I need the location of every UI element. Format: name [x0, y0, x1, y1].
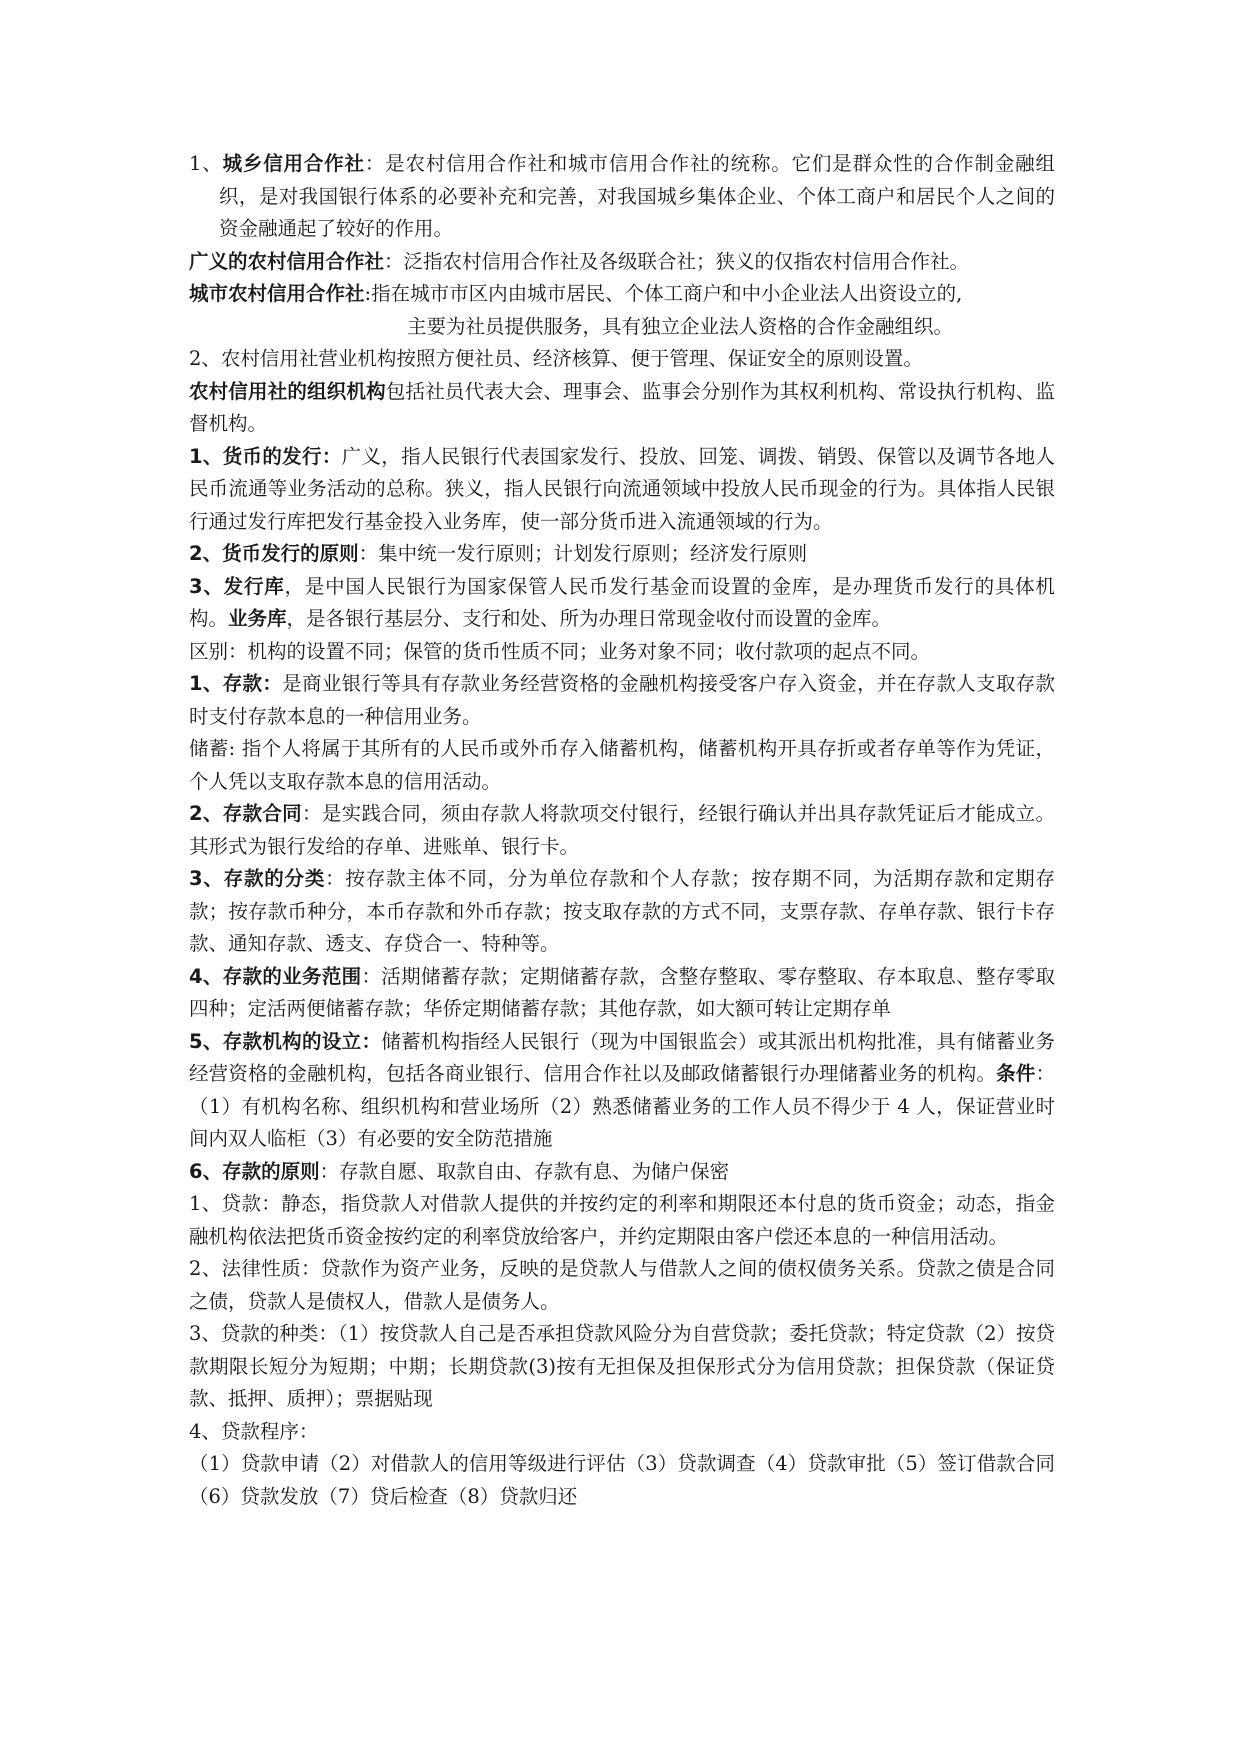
paragraph-text: 包括社员代表大会、理事会、监事会分别作为其权利机构、常设执行机构、监督机构。	[189, 379, 1055, 435]
paragraph-text: ：存款自愿、取款自由、存款有息、为储户保密	[319, 1159, 730, 1183]
paragraph-deposit-principles	[189, 1156, 1055, 1189]
paragraph-text: 是农村信用合作社和城市信用合作社的统称。它们是群众性的合作制金融组织，是对我国银行体系的必要补充和完善，对我国城乡集体企业、个体工商户和居民个人之间的资金融通起了较好的作用。	[219, 152, 1055, 240]
document-body	[189, 148, 1055, 1513]
paragraph-broad-rural-credit	[189, 246, 1055, 279]
paragraph-loan: 1、贷款：静态，指贷款人对借款人提供的并按约定的利率和期限还本付息的货币资金；动态，指金融机构依法把货币资金按约定的利率贷放给客户，并约定期限由客户偿还本息的一种信用活动。	[189, 1192, 1055, 1248]
term-heading: 3、存款的分类	[189, 867, 326, 890]
paragraph-urban-rural-credit-cont: 主要为社员提供服务，具有独立企业法人资格的合作金融组织。	[407, 314, 954, 338]
item-number: 1、	[189, 152, 223, 175]
paragraph-text: 储蓄机构指经人民银行（现为中国银监会）或其派出机构批准，具有储蓄业务经营资格的金融机构，包括各商业银行、信用合作社以及邮政储蓄银行办理储蓄业务的机构。	[189, 1029, 1055, 1085]
paragraph-deposit-contract	[189, 798, 1055, 863]
paragraph-deposit-classification	[189, 863, 1055, 961]
term-heading: 广义的农村信用合作社	[189, 249, 385, 273]
term-separator: ：	[384, 249, 404, 273]
paragraph-vaults	[189, 571, 1055, 636]
paragraph-text: ：集中统一发行原则；计划发行原则；经济发行原则	[358, 542, 808, 565]
paragraph-credit-cooperatives	[189, 148, 1055, 246]
term-heading-2: 条件	[996, 1062, 1036, 1085]
paragraph-organization	[189, 376, 1055, 441]
paragraph-text: 是商业银行等具有存款业务经营资格的金融机构接受客户存入资金，并在存款人支取存款时支付存款本息的一种信用业务。	[189, 672, 1055, 728]
term-heading: 城乡信用合作社	[222, 152, 365, 175]
term-heading: 6、存款的原则	[189, 1159, 320, 1183]
paragraph-legal-nature: 2、法律性质：贷款作为资产业务，反映的是贷款人与借款人之间的债权债务关系。贷款之债是合同之债，贷款人是债权人，借款人是债务人。	[189, 1257, 1055, 1313]
term-heading: 5、存款机构的设立：	[189, 1029, 382, 1053]
paragraph-issuance-principles	[189, 538, 1055, 571]
paragraph-deposit-institution	[189, 1026, 1055, 1156]
paragraph-text: ：按存款主体不同，分为单位存款和个人存款；按存期不同，为活期存款和定期存款；按存款币种分，本币存款和外币存款；按支取存款的方式不同，支票存款、存单存款、银行卡存款、通知存款、透支、存贷合一、特种等。	[189, 867, 1055, 955]
term-heading-2: 业务库	[228, 607, 287, 630]
term-heading: 1、货币的发行：	[189, 444, 342, 468]
paragraph-deposit	[189, 668, 1055, 733]
term-heading: 城市农村信用合作社	[189, 282, 365, 305]
paragraph-deposit-scope	[189, 961, 1055, 1026]
paragraph-text: 广义，指人民银行代表国家发行、投放、回笼、调拨、销毁、保管以及调节各地人民币流通等业务活动的总称。狭义，指人民银行向流通领域中投放人民币现金的行为。具体指人民银行通过发行库把发行基金投入业务库，使一部分货币进入流通领域的行为。	[189, 444, 1055, 533]
term-heading: 2、货币发行的原则	[189, 542, 359, 565]
paragraph-text: ：活期储蓄存款；定期储蓄存款，含整存整取、零存整取、存本取息、整存零取四种；定活两便储蓄存款；华侨定期储蓄存款；其他存款，如大额可转让定期存单	[189, 964, 1055, 1020]
term-heading: 4、存款的业务范围	[189, 964, 362, 988]
paragraph-text: 泛指农村信用合作社及各级联合社；狭义的仅指农村信用合作社。	[403, 249, 970, 273]
paragraph-text-2: ，是各银行基层分、支行和处、所为办理日常现金收付而设置的金库。	[286, 607, 892, 630]
paragraph-branch-setup: 2、农村信用社营业机构按照方便社员、经济核算、便于管理、保证安全的原则设置。	[189, 347, 923, 370]
paragraph-text-2: ：（1）有机构名称、组织机构和营业场所（2）熟悉储蓄业务的工作人员不得少于 4 人，保证营业时间内双人临柜（3）有必要的安全防范措施	[189, 1062, 1055, 1150]
paragraph-currency-issuance	[189, 441, 1055, 539]
paragraph-loan-types: 3、贷款的种类：（1）按贷款人自己是否承担贷款风险分为自营贷款；委托贷款；特定贷款（2）按贷款期限长短分为短期；中期；长期贷款(3)按有无担保及担保形式分为信用贷款；担保贷款（保证贷款、抵押、质押）；票据贴现	[189, 1322, 1055, 1410]
paragraph-loan-procedure-heading: 4、贷款程序：	[189, 1419, 319, 1443]
term-heading: 2、存款合同	[189, 802, 303, 825]
term-separator: ：	[364, 152, 386, 175]
term-separator: :	[364, 282, 372, 305]
paragraph-text: ：是实践合同，须由存款人将款项交付银行，经银行确认并出具存款凭证后才能成立。其形式为银行发给的存单、进账单、银行卡。	[189, 802, 1055, 858]
term-heading: 农村信用社的组织机构	[189, 379, 386, 403]
paragraph-text: 指在城市市区内由城市居民、个体工商户和中小企业法人出资设立的,	[371, 282, 963, 305]
paragraph-loan-procedure-steps: （1）贷款申请（2）对借款人的信用等级进行评估（3）贷款调查（4）贷款审批（5）签订借款合同（6）贷款发放（7）贷后检查（8）贷款归还	[189, 1452, 1055, 1508]
paragraph-savings: 储蓄: 指个人将属于其所有的人民币或外币存入储蓄机构，储蓄机构开具存折或者存单等作为凭证，个人凭以支取存款本息的信用活动。	[189, 737, 1055, 793]
paragraph-urban-rural-credit	[189, 278, 1055, 311]
paragraph-text: ，是中国人民银行为国家保管人民币发行基金而设置的金库，是办理货币发行的具体机构。	[189, 574, 1055, 630]
term-heading: 1、存款：	[189, 672, 283, 695]
term-heading: 3、发行库	[189, 574, 285, 598]
paragraph-differences: 区别：机构的设置不同；保管的货币性质不同；业务对象不同；收付款项的起点不同。	[189, 639, 931, 663]
